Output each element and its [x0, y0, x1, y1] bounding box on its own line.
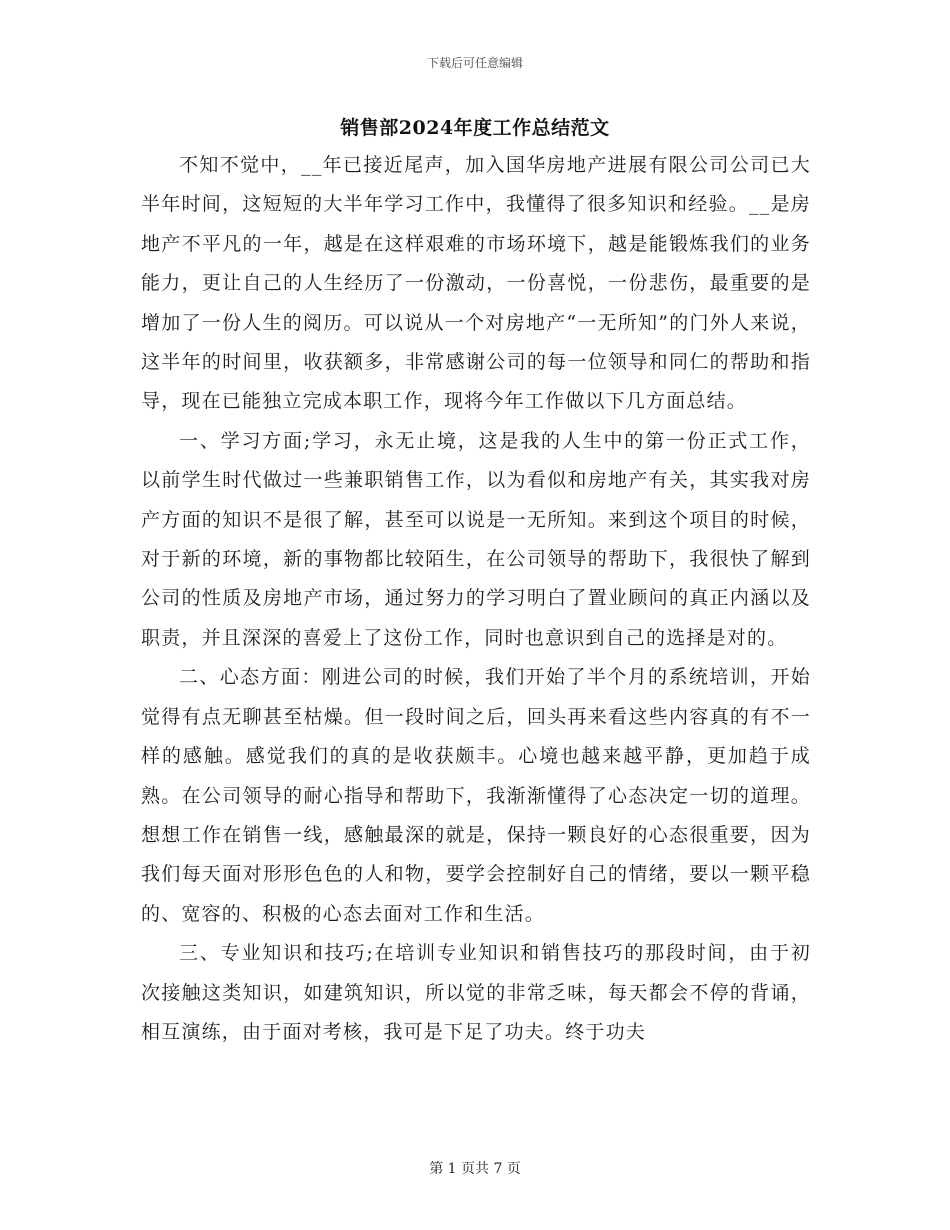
paragraph-skills: 三、专业知识和技巧;在培训专业知识和销售技巧的那段时间，由于初次接触这类知识，如建筑知识，所以觉的非常乏味，每天都会不停的背诵，相互演练，由于面对考核，我可是下足了功夫。终于功夫: [141, 942, 811, 1043]
document-body: [141, 146, 811, 1052]
document-title: 销售部2024年度工作总结范文: [340, 117, 610, 139]
page-number: 第 1 页共 7 页: [429, 1161, 521, 1177]
paragraph-mindset: 二、心态方面：刚进公司的时候，我们开始了半个月的系统培训，开始觉得有点无聊甚至枯燥。但一段时间之后，回头再来看这些内容真的有不一样的感触。感觉我们的真的是收获颇丰。心境也越来越平静，更加趋于成熟。在公司领导的耐心指导和帮助下，我渐渐懂得了心态决定一切的道理。想想工作在销售一线，感触最深的就是，保持一颗良好的心态很重要，因为我们每天面对形形色色的人和物，要学会控制好自己的情绪，要以一颗平稳的、宽容的、积极的心态去面对工作和生活。: [141, 666, 811, 925]
paragraph-intro: 不知不觉中，__年已接近尾声，加入国华房地产进展有限公司公司已大半年时间，这短短的大半年学习工作中，我懂得了很多知识和经验。__是房地产不平凡的一年，越是在这样艰难的市场环境下，越是能锻炼我们的业务能力，更让自己的人生经历了一份激动，一份喜悦，一份悲伤，最重要的是增加了一份人生的阅历。可以说从一个对房地产“一无所知”的门外人来说，这半年的时间里，收获额多，非常感谢公司的每一位领导和同仁的帮助和指导，现在已能独立完成本职工作，现将今年工作做以下几方面总结。: [141, 154, 811, 413]
paragraph-learning: 一、学习方面;学习，永无止境，这是我的人生中的第一份正式工作，以前学生时代做过一些兼职销售工作，以为看似和房地产有关，其实我对房产方面的知识不是很了解，甚至可以说是一无所知。来到这个项目的时候，对于新的环境，新的事物都比较陌生，在公司领导的帮助下，我很快了解到公司的性质及房地产市场，通过努力的学习明白了置业顾问的真正内涵以及职责，并且深深的喜爱上了这份工作，同时也意识到自己的选择是对的。: [141, 429, 811, 649]
header-note: 下载后可任意编辑: [426, 56, 523, 70]
